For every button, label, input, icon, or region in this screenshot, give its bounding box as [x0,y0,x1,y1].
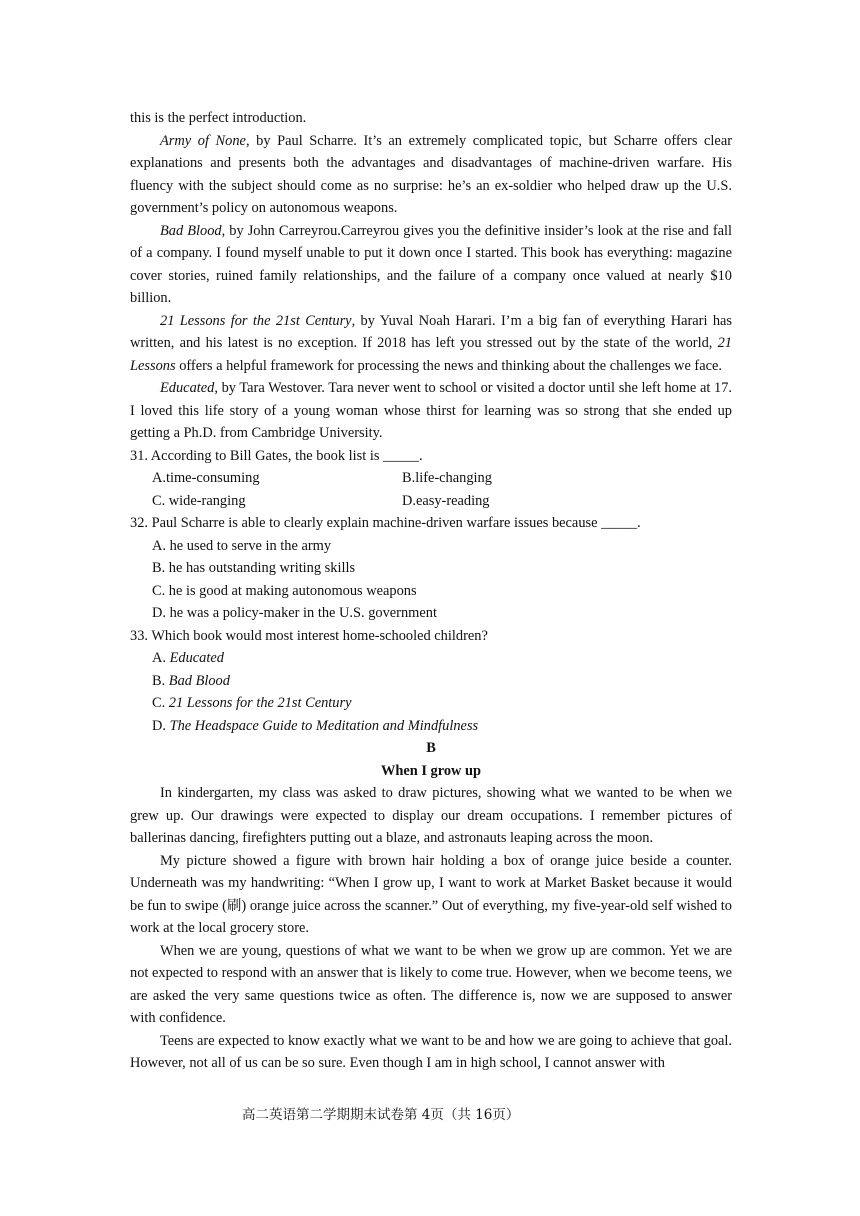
educated-text: , by Tara Westover. Tara never went to school or visited a doctor until she left home at 17. I loved this life story of a young woman whose thirst for learning was so strong that she ended up getting a Ph.D. from Cambridge University. [130,380,732,441]
document-body [130,107,732,1075]
question-32-stem: 32. Paul Scharre is able to clearly explain machine-driven warfare issues because _____. [130,515,641,531]
q31-option-b: B.life-changing [402,470,492,486]
passage-b-paragraph-4: Teens are expected to know exactly what we want to be and how we are going to achieve that goal. However, not all of us can be so sure. Even though I am in high school, I cannot answer with [130,1032,732,1071]
q31-option-d: D.easy-reading [402,492,490,509]
section-b-heading: B [426,740,436,756]
page-footer: 高二英语第二学期期末试卷第 4页（共 16页） [242,1107,520,1123]
passage-b-title: When I grow up [380,762,482,779]
question-33-stem: 33. Which book would most interest home-schooled children? [130,627,488,644]
q32-option-d: D. he was a policy-maker in the U.S. government [152,605,437,621]
q33-option-a [152,647,732,670]
paragraph-21-lessons [130,310,732,378]
q33-c-text: 21 Lessons for the 21st Century [168,695,352,711]
passage-b-paragraph-3: When we are young, questions of what we want to be when we grow up are common. Yet we are not expected to respond with an answer that is likely to come true. However, when we become teens, we are asked the very same questions twice as often. The difference is, now we are supposed to answer with confidence. [130,942,732,1026]
question-31-options-row-2 [152,490,732,513]
question-31-options-row-1 [152,467,732,490]
paragraph-educated [130,377,732,445]
passage-b-paragraph-2: My picture showed a figure with brown hair holding a box of orange juice beside a counter. Underneath was my handwriting: “When I grow up, I want to work at Market Basket because it would be fun to swipe (刷) orange juice across the scanner.” Out of everything, my five-year-old self wished to work at the local grocery store. [130,852,732,936]
question-31-stem: 31. According to Bill Gates, the book list is _____. [130,447,423,464]
q32-option-b: B. he has outstanding writing skills [152,560,356,576]
q33-c-label: C. [152,695,169,711]
paragraph-bad-blood [130,220,732,310]
bad-blood-text: , by John Carreyrou.Carreyrou gives you the definitive insider’s look at the rise and fall of a company. I found myself unable to put it down once I started. This book has everything: magazine cover stories, ruined family relationships, and the failure of a company once valued at nearly $10 billion. [130,222,732,306]
q33-option-c [152,692,732,715]
q33-b-label: B. [152,672,169,689]
q33-d-label: D. [152,717,170,734]
q31-option-c: C. wide-ranging [152,492,246,509]
book-title-army: Army of None [160,132,246,149]
q32-option-a: A. he used to serve in the army [152,537,332,554]
passage-a-intro-tail: this is the perfect introduction. [130,110,307,126]
lessons-text-1: , by Yuval Noah Harari. I’m a big fan of everything Harari has written, and his latest is no exception. If 2018 has left you stressed out by the state of the world, [130,312,733,351]
q33-a-text: Educated [169,650,224,666]
q33-option-d [152,715,732,738]
book-title-21-lessons: 21 Lessons for the 21st Century [160,312,352,329]
q33-b-text: Bad Blood [168,672,230,689]
passage-b-paragraph-1: In kindergarten, my class was asked to draw pictures, showing what we wanted to be when we grew up. Our drawings were expected to display our dream occupations. I remember pictures of ballerinas dancing, firefighters putting out a blaze, and astronauts leaping across the moon. [130,785,732,846]
q33-option-b [152,670,732,693]
q33-d-text: The Headspace Guide to Meditation and Mindfulness [169,717,479,734]
q32-option-c: C. he is good at making autonomous weapons [152,582,417,599]
q31-option-a: A.time-consuming [152,470,260,486]
lessons-text-2: offers a helpful framework for processing the news and thinking about the challenges we face. [175,357,722,374]
book-title-21-lessons-short: 21 Lessons [130,335,732,374]
army-text: , by Paul Scharre. It’s an extremely complicated topic, but Scharre offers clear explanations and presents both the advantages and disadvantages of machine-driven warfare. His fluency with the subject should come as no surprise: he’s an ex-soldier who helped draw up the U.S. government’s policy on autonomous weapons. [130,132,732,216]
paragraph-army-of-none [130,130,732,220]
book-title-bad-blood: Bad Blood [160,222,222,239]
q33-a-label: A. [152,650,170,666]
book-title-educated: Educated [160,380,215,396]
